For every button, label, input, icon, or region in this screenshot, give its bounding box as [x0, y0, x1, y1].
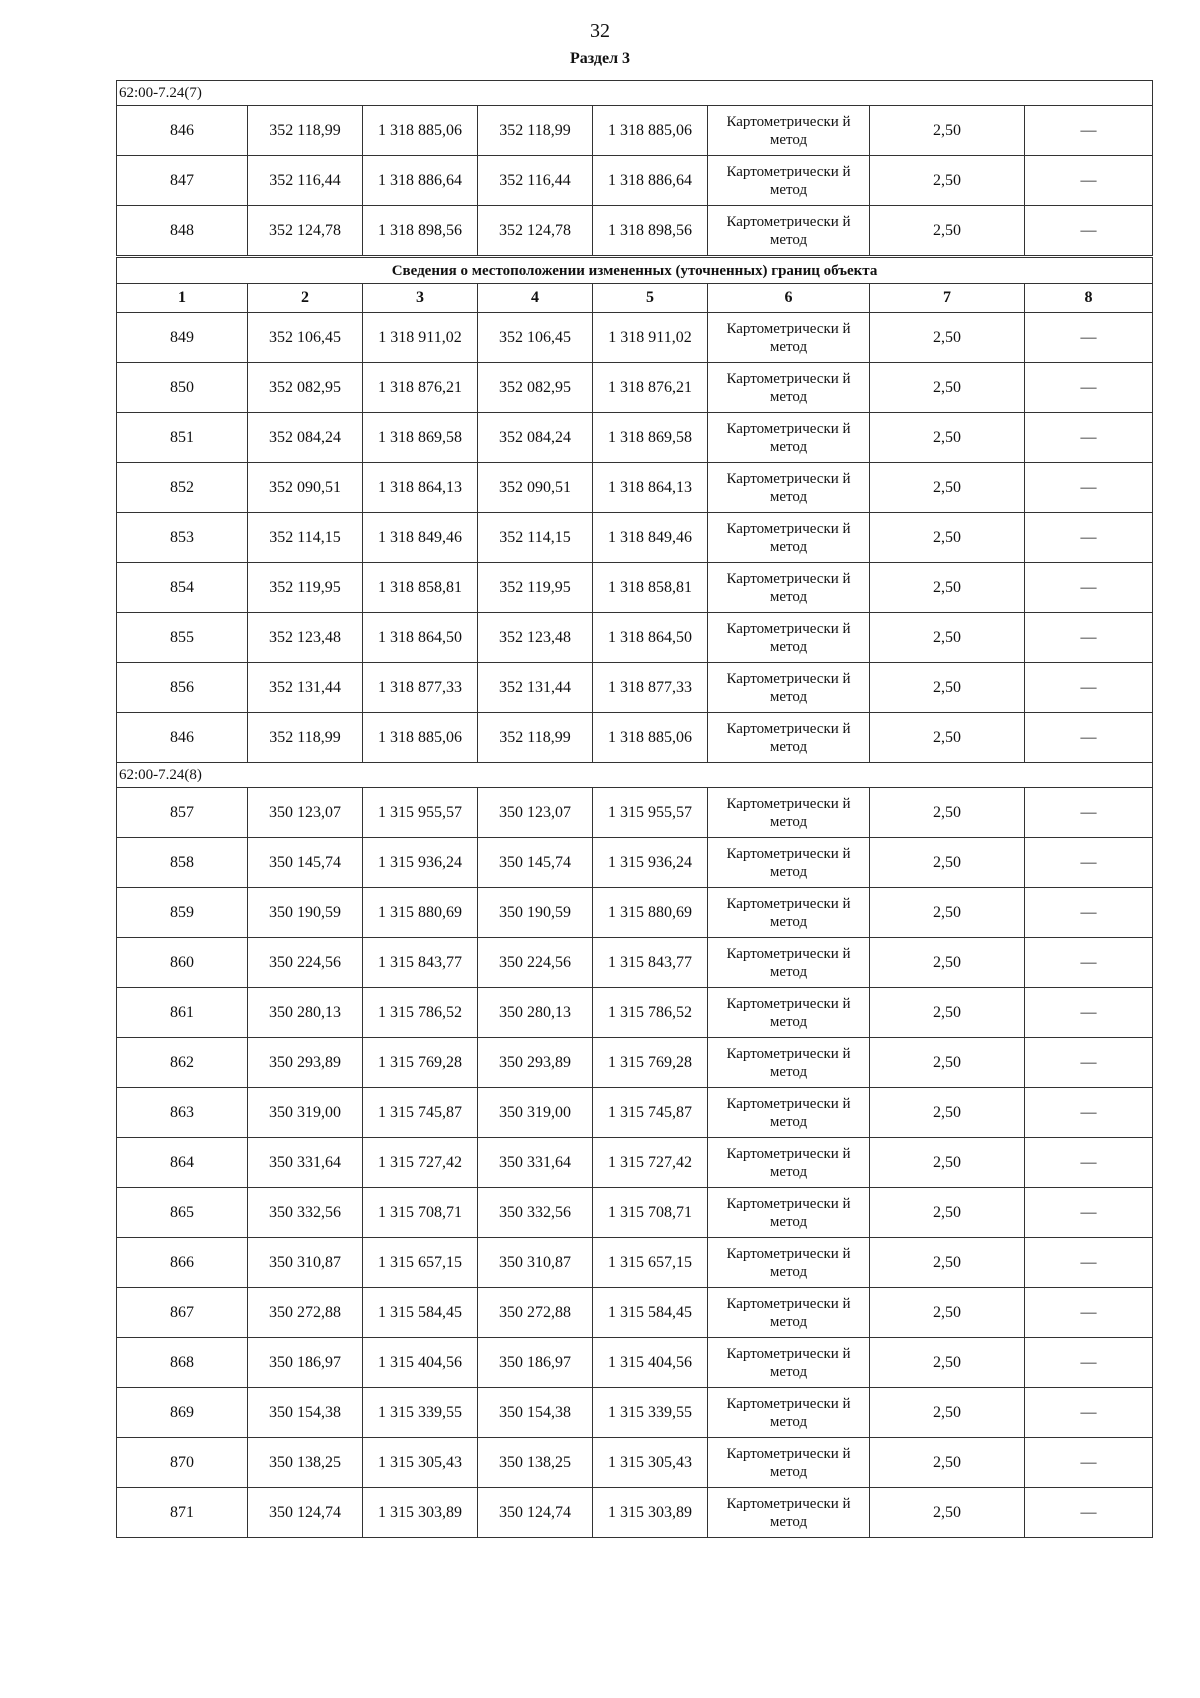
- description-cell: —: [1025, 1388, 1153, 1438]
- table-row: [117, 363, 1153, 413]
- x-existing-cell: 350 280,13: [248, 988, 363, 1038]
- description-cell: —: [1025, 463, 1153, 513]
- y-new-cell: 1 315 708,71: [593, 1188, 708, 1238]
- method-cell: Картометрически й метод: [708, 1388, 870, 1438]
- description-cell: —: [1025, 1138, 1153, 1188]
- point-number-cell: 855: [117, 613, 248, 663]
- y-existing-cell: 1 318 858,81: [363, 563, 478, 613]
- x-existing-cell: 352 090,51: [248, 463, 363, 513]
- y-new-cell: 1 315 880,69: [593, 888, 708, 938]
- column-number: 2: [248, 284, 363, 313]
- point-number-cell: 847: [117, 156, 248, 206]
- method-cell: Картометрически й метод: [708, 413, 870, 463]
- x-existing-cell: 350 331,64: [248, 1138, 363, 1188]
- x-new-cell: 352 082,95: [478, 363, 593, 413]
- point-number-cell: 863: [117, 1088, 248, 1138]
- accuracy-cell: 2,50: [870, 663, 1025, 713]
- point-number-cell: 856: [117, 663, 248, 713]
- y-existing-cell: 1 315 339,55: [363, 1388, 478, 1438]
- y-new-cell: 1 315 305,43: [593, 1438, 708, 1488]
- table-row: [117, 413, 1153, 463]
- method-cell: Картометрически й метод: [708, 613, 870, 663]
- x-new-cell: 350 224,56: [478, 938, 593, 988]
- column-number: 1: [117, 284, 248, 313]
- y-new-cell: 1 318 869,58: [593, 413, 708, 463]
- description-cell: —: [1025, 1338, 1153, 1388]
- accuracy-cell: 2,50: [870, 106, 1025, 156]
- column-number: 7: [870, 284, 1025, 313]
- x-new-cell: 350 138,25: [478, 1438, 593, 1488]
- x-new-cell: 352 124,78: [478, 206, 593, 257]
- x-new-cell: 352 090,51: [478, 463, 593, 513]
- method-cell: Картометрически й метод: [708, 1288, 870, 1338]
- x-existing-cell: 350 293,89: [248, 1038, 363, 1088]
- y-new-cell: 1 315 769,28: [593, 1038, 708, 1088]
- y-new-cell: 1 315 786,52: [593, 988, 708, 1038]
- x-existing-cell: 350 154,38: [248, 1388, 363, 1438]
- x-new-cell: 352 106,45: [478, 313, 593, 363]
- y-existing-cell: 1 315 303,89: [363, 1488, 478, 1538]
- x-existing-cell: 350 332,56: [248, 1188, 363, 1238]
- y-existing-cell: 1 318 886,64: [363, 156, 478, 206]
- accuracy-cell: 2,50: [870, 938, 1025, 988]
- description-cell: —: [1025, 206, 1153, 257]
- x-new-cell: 350 319,00: [478, 1088, 593, 1138]
- table-row: [117, 1138, 1153, 1188]
- point-number-cell: 866: [117, 1238, 248, 1288]
- y-existing-cell: 1 318 849,46: [363, 513, 478, 563]
- method-cell: Картометрически й метод: [708, 563, 870, 613]
- description-cell: —: [1025, 563, 1153, 613]
- x-new-cell: 350 280,13: [478, 988, 593, 1038]
- y-existing-cell: 1 315 404,56: [363, 1338, 478, 1388]
- y-existing-cell: 1 315 727,42: [363, 1138, 478, 1188]
- point-number-cell: 861: [117, 988, 248, 1038]
- description-cell: —: [1025, 613, 1153, 663]
- table-row: [117, 1438, 1153, 1488]
- y-new-cell: 1 315 936,24: [593, 838, 708, 888]
- column-number: 5: [593, 284, 708, 313]
- table-row: [117, 563, 1153, 613]
- y-existing-cell: 1 318 911,02: [363, 313, 478, 363]
- x-existing-cell: 350 145,74: [248, 838, 363, 888]
- table-row: [117, 313, 1153, 363]
- description-cell: —: [1025, 1288, 1153, 1338]
- accuracy-cell: 2,50: [870, 888, 1025, 938]
- method-cell: Картометрически й метод: [708, 1338, 870, 1388]
- y-new-cell: 1 315 584,45: [593, 1288, 708, 1338]
- object-label-row: [117, 763, 1153, 788]
- accuracy-cell: 2,50: [870, 1238, 1025, 1288]
- description-cell: —: [1025, 663, 1153, 713]
- table-row: [117, 463, 1153, 513]
- x-new-cell: 350 331,64: [478, 1138, 593, 1188]
- x-existing-cell: 350 319,00: [248, 1088, 363, 1138]
- table-row: [117, 1488, 1153, 1538]
- y-existing-cell: 1 318 885,06: [363, 106, 478, 156]
- table-row: [117, 1388, 1153, 1438]
- y-existing-cell: 1 315 657,15: [363, 1238, 478, 1288]
- point-number-cell: 853: [117, 513, 248, 563]
- method-cell: Картометрически й метод: [708, 513, 870, 563]
- accuracy-cell: 2,50: [870, 363, 1025, 413]
- description-cell: —: [1025, 1188, 1153, 1238]
- y-new-cell: 1 315 955,57: [593, 788, 708, 838]
- y-existing-cell: 1 315 936,24: [363, 838, 478, 888]
- table-row: [117, 1188, 1153, 1238]
- x-new-cell: 350 186,97: [478, 1338, 593, 1388]
- accuracy-cell: 2,50: [870, 1388, 1025, 1438]
- point-number-cell: 864: [117, 1138, 248, 1188]
- section-heading-row: [117, 257, 1153, 284]
- x-existing-cell: 350 224,56: [248, 938, 363, 988]
- accuracy-cell: 2,50: [870, 613, 1025, 663]
- accuracy-cell: 2,50: [870, 1438, 1025, 1488]
- point-number-cell: 859: [117, 888, 248, 938]
- point-number-cell: 871: [117, 1488, 248, 1538]
- x-existing-cell: 350 138,25: [248, 1438, 363, 1488]
- x-existing-cell: 352 106,45: [248, 313, 363, 363]
- accuracy-cell: 2,50: [870, 313, 1025, 363]
- y-new-cell: 1 315 843,77: [593, 938, 708, 988]
- point-number-cell: 846: [117, 713, 248, 763]
- table-row: [117, 713, 1153, 763]
- x-existing-cell: 352 116,44: [248, 156, 363, 206]
- y-new-cell: 1 315 303,89: [593, 1488, 708, 1538]
- column-number: 8: [1025, 284, 1153, 313]
- coordinates-table: [116, 80, 1153, 1538]
- method-cell: Картометрически й метод: [708, 663, 870, 713]
- y-new-cell: 1 315 727,42: [593, 1138, 708, 1188]
- description-cell: —: [1025, 156, 1153, 206]
- accuracy-cell: 2,50: [870, 463, 1025, 513]
- table-row: [117, 613, 1153, 663]
- x-existing-cell: 352 131,44: [248, 663, 363, 713]
- x-existing-cell: 352 114,15: [248, 513, 363, 563]
- accuracy-cell: 2,50: [870, 513, 1025, 563]
- table-row: [117, 888, 1153, 938]
- y-existing-cell: 1 318 869,58: [363, 413, 478, 463]
- point-number-cell: 851: [117, 413, 248, 463]
- table-row: [117, 663, 1153, 713]
- table-row: [117, 838, 1153, 888]
- x-new-cell: 352 116,44: [478, 156, 593, 206]
- point-number-cell: 857: [117, 788, 248, 838]
- table-row: [117, 1088, 1153, 1138]
- point-number-cell: 854: [117, 563, 248, 613]
- description-cell: —: [1025, 413, 1153, 463]
- accuracy-cell: 2,50: [870, 563, 1025, 613]
- y-existing-cell: 1 318 876,21: [363, 363, 478, 413]
- point-number-cell: 869: [117, 1388, 248, 1438]
- y-existing-cell: 1 315 708,71: [363, 1188, 478, 1238]
- description-cell: —: [1025, 106, 1153, 156]
- accuracy-cell: 2,50: [870, 788, 1025, 838]
- accuracy-cell: 2,50: [870, 988, 1025, 1038]
- description-cell: —: [1025, 988, 1153, 1038]
- x-existing-cell: 352 123,48: [248, 613, 363, 663]
- y-existing-cell: 1 315 843,77: [363, 938, 478, 988]
- method-cell: Картометрически й метод: [708, 1488, 870, 1538]
- x-new-cell: 352 123,48: [478, 613, 593, 663]
- x-new-cell: 352 119,95: [478, 563, 593, 613]
- y-existing-cell: 1 315 880,69: [363, 888, 478, 938]
- description-cell: —: [1025, 713, 1153, 763]
- point-number-cell: 867: [117, 1288, 248, 1338]
- description-cell: —: [1025, 1238, 1153, 1288]
- method-cell: Картометрически й метод: [708, 1438, 870, 1488]
- y-new-cell: 1 318 885,06: [593, 106, 708, 156]
- description-cell: —: [1025, 888, 1153, 938]
- description-cell: —: [1025, 1038, 1153, 1088]
- table-row: [117, 513, 1153, 563]
- y-new-cell: 1 318 849,46: [593, 513, 708, 563]
- y-new-cell: 1 315 745,87: [593, 1088, 708, 1138]
- point-number-cell: 870: [117, 1438, 248, 1488]
- x-new-cell: 352 131,44: [478, 663, 593, 713]
- description-cell: —: [1025, 513, 1153, 563]
- y-new-cell: 1 318 876,21: [593, 363, 708, 413]
- column-number: 3: [363, 284, 478, 313]
- description-cell: —: [1025, 938, 1153, 988]
- y-new-cell: 1 318 885,06: [593, 713, 708, 763]
- y-new-cell: 1 318 877,33: [593, 663, 708, 713]
- accuracy-cell: 2,50: [870, 206, 1025, 257]
- y-existing-cell: 1 315 955,57: [363, 788, 478, 838]
- point-number-cell: 858: [117, 838, 248, 888]
- point-number-cell: 846: [117, 106, 248, 156]
- description-cell: —: [1025, 363, 1153, 413]
- table-row: [117, 206, 1153, 257]
- x-new-cell: 350 190,59: [478, 888, 593, 938]
- y-existing-cell: 1 318 864,13: [363, 463, 478, 513]
- accuracy-cell: 2,50: [870, 1088, 1025, 1138]
- y-new-cell: 1 318 864,13: [593, 463, 708, 513]
- x-existing-cell: 352 124,78: [248, 206, 363, 257]
- method-cell: Картометрически й метод: [708, 838, 870, 888]
- accuracy-cell: 2,50: [870, 1288, 1025, 1338]
- table-row: [117, 1038, 1153, 1088]
- column-numbers-row: [117, 284, 1153, 313]
- y-existing-cell: 1 318 877,33: [363, 663, 478, 713]
- y-existing-cell: 1 318 885,06: [363, 713, 478, 763]
- x-existing-cell: 350 124,74: [248, 1488, 363, 1538]
- method-cell: Картометрически й метод: [708, 156, 870, 206]
- y-existing-cell: 1 315 769,28: [363, 1038, 478, 1088]
- x-new-cell: 350 123,07: [478, 788, 593, 838]
- accuracy-cell: 2,50: [870, 713, 1025, 763]
- x-existing-cell: 352 084,24: [248, 413, 363, 463]
- y-new-cell: 1 315 404,56: [593, 1338, 708, 1388]
- method-cell: Картометрически й метод: [708, 988, 870, 1038]
- accuracy-cell: 2,50: [870, 1038, 1025, 1088]
- table-row: [117, 156, 1153, 206]
- x-new-cell: 352 118,99: [478, 106, 593, 156]
- method-cell: Картометрически й метод: [708, 788, 870, 838]
- column-number: 4: [478, 284, 593, 313]
- x-new-cell: 350 293,89: [478, 1038, 593, 1088]
- point-number-cell: 868: [117, 1338, 248, 1388]
- y-existing-cell: 1 315 786,52: [363, 988, 478, 1038]
- point-number-cell: 848: [117, 206, 248, 257]
- accuracy-cell: 2,50: [870, 1138, 1025, 1188]
- description-cell: —: [1025, 1488, 1153, 1538]
- y-existing-cell: 1 318 864,50: [363, 613, 478, 663]
- method-cell: Картометрически й метод: [708, 938, 870, 988]
- point-number-cell: 860: [117, 938, 248, 988]
- x-new-cell: 350 124,74: [478, 1488, 593, 1538]
- x-existing-cell: 350 310,87: [248, 1238, 363, 1288]
- table-row: [117, 1338, 1153, 1388]
- point-number-cell: 852: [117, 463, 248, 513]
- y-new-cell: 1 318 911,02: [593, 313, 708, 363]
- x-existing-cell: 352 118,99: [248, 106, 363, 156]
- x-existing-cell: 352 119,95: [248, 563, 363, 613]
- method-cell: Картометрически й метод: [708, 463, 870, 513]
- method-cell: Картометрически й метод: [708, 713, 870, 763]
- x-new-cell: 350 154,38: [478, 1388, 593, 1438]
- accuracy-cell: 2,50: [870, 1488, 1025, 1538]
- accuracy-cell: 2,50: [870, 1338, 1025, 1388]
- y-existing-cell: 1 315 305,43: [363, 1438, 478, 1488]
- y-new-cell: 1 318 886,64: [593, 156, 708, 206]
- method-cell: Картометрически й метод: [708, 1238, 870, 1288]
- x-existing-cell: 350 272,88: [248, 1288, 363, 1338]
- method-cell: Картометрически й метод: [708, 1138, 870, 1188]
- table-row: [117, 106, 1153, 156]
- x-new-cell: 350 332,56: [478, 1188, 593, 1238]
- accuracy-cell: 2,50: [870, 413, 1025, 463]
- y-new-cell: 1 315 339,55: [593, 1388, 708, 1438]
- point-number-cell: 862: [117, 1038, 248, 1088]
- x-new-cell: 350 145,74: [478, 838, 593, 888]
- description-cell: —: [1025, 788, 1153, 838]
- section-title: Раздел 3: [569, 50, 631, 67]
- x-new-cell: 350 272,88: [478, 1288, 593, 1338]
- method-cell: Картометрически й метод: [708, 1188, 870, 1238]
- table-row: [117, 1238, 1153, 1288]
- y-new-cell: 1 318 898,56: [593, 206, 708, 257]
- method-cell: Картометрически й метод: [708, 106, 870, 156]
- object-label: 62:00-7.24(7): [117, 81, 1153, 106]
- method-cell: Картометрически й метод: [708, 206, 870, 257]
- description-cell: —: [1025, 838, 1153, 888]
- y-existing-cell: 1 318 898,56: [363, 206, 478, 257]
- method-cell: Картометрически й метод: [708, 1038, 870, 1088]
- x-existing-cell: 350 190,59: [248, 888, 363, 938]
- object-label: 62:00-7.24(8): [117, 763, 1153, 788]
- table-row: [117, 988, 1153, 1038]
- method-cell: Картометрически й метод: [708, 363, 870, 413]
- description-cell: —: [1025, 313, 1153, 363]
- table-body: [117, 81, 1153, 1538]
- accuracy-cell: 2,50: [870, 838, 1025, 888]
- method-cell: Картометрически й метод: [708, 1088, 870, 1138]
- accuracy-cell: 2,50: [870, 156, 1025, 206]
- x-existing-cell: 350 123,07: [248, 788, 363, 838]
- table-row: [117, 938, 1153, 988]
- point-number-cell: 849: [117, 313, 248, 363]
- x-existing-cell: 352 118,99: [248, 713, 363, 763]
- x-new-cell: 352 118,99: [478, 713, 593, 763]
- description-cell: —: [1025, 1088, 1153, 1138]
- table-row: [117, 1288, 1153, 1338]
- point-number-cell: 865: [117, 1188, 248, 1238]
- point-number-cell: 850: [117, 363, 248, 413]
- section-heading: Сведения о местоположении измененных (уточненных) границ объекта: [117, 257, 1153, 284]
- object-label-row: [117, 81, 1153, 106]
- y-existing-cell: 1 315 584,45: [363, 1288, 478, 1338]
- y-new-cell: 1 318 864,50: [593, 613, 708, 663]
- accuracy-cell: 2,50: [870, 1188, 1025, 1238]
- method-cell: Картометрически й метод: [708, 313, 870, 363]
- page-number: 32: [590, 20, 610, 42]
- y-new-cell: 1 315 657,15: [593, 1238, 708, 1288]
- y-existing-cell: 1 315 745,87: [363, 1088, 478, 1138]
- x-existing-cell: 352 082,95: [248, 363, 363, 413]
- method-cell: Картометрически й метод: [708, 888, 870, 938]
- table-row: [117, 788, 1153, 838]
- column-number: 6: [708, 284, 870, 313]
- x-new-cell: 352 084,24: [478, 413, 593, 463]
- x-new-cell: 352 114,15: [478, 513, 593, 563]
- description-cell: —: [1025, 1438, 1153, 1488]
- x-new-cell: 350 310,87: [478, 1238, 593, 1288]
- x-existing-cell: 350 186,97: [248, 1338, 363, 1388]
- y-new-cell: 1 318 858,81: [593, 563, 708, 613]
